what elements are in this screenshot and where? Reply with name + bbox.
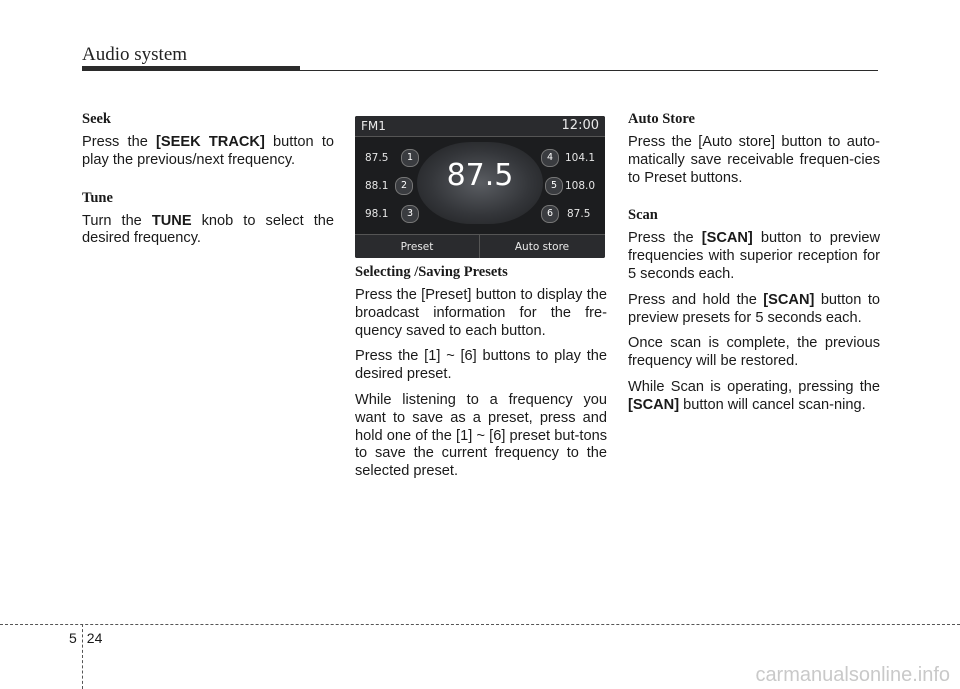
column-1 xyxy=(82,111,334,256)
preset-button: Preset xyxy=(355,235,480,258)
scan-paragraph-4 xyxy=(628,379,880,415)
page-header-title: Audio system xyxy=(82,44,188,65)
seek-text-pre: Press the xyxy=(82,134,157,150)
column-3 xyxy=(628,111,880,423)
scan-text-post: button to preview frequencies with superior reception for 5 seconds each. xyxy=(628,230,881,282)
footer-rule xyxy=(0,624,960,625)
watermark[interactable]: carmanualsonline.info xyxy=(755,664,950,686)
preset-row-1 xyxy=(355,148,605,170)
tune-text-pre: Turn the xyxy=(82,212,152,229)
section-title-presets: Selecting /Saving Presets xyxy=(355,264,508,280)
header-rule xyxy=(300,70,878,71)
scan-text-post: button to preview presets for 5 seconds each. xyxy=(628,291,881,326)
scan-key: [SCAN] xyxy=(763,291,815,308)
page-number-value: 24 xyxy=(86,630,103,646)
section-title-tune: Tune xyxy=(82,189,113,206)
preset-freq: 108.0 xyxy=(565,180,596,192)
chapter-number: 5 xyxy=(69,630,77,646)
radio-screen-image xyxy=(355,116,605,258)
preset-freq: 98.1 xyxy=(365,208,389,220)
preset-number: 5 xyxy=(545,177,563,195)
scan-paragraph-3: Once scan is complete, the previous frequency will be restored. xyxy=(628,335,880,370)
seek-key: [SEEK TRACK] xyxy=(156,134,265,150)
scan-paragraph-1 xyxy=(628,230,880,283)
preset-number: 4 xyxy=(541,149,559,167)
section-title-seek: Seek xyxy=(82,111,111,127)
screen-frequency: 87.5 xyxy=(446,158,514,193)
tune-key: TUNE xyxy=(151,212,192,229)
presets-paragraph-3: While listening to a frequency you want to save as a preset, press and hold one of the [1] ~ [6] preset but-tons to save the current frequency to the selected preset. xyxy=(355,391,607,480)
preset-freq: 87.5 xyxy=(365,152,389,164)
scan-text-pre: Press the xyxy=(628,230,702,247)
preset-number: 6 xyxy=(541,205,559,223)
tune-paragraph xyxy=(82,213,334,249)
presets-paragraph-2: Press the [1] ~ [6] buttons to play the desired preset. xyxy=(355,348,607,383)
preset-row-2 xyxy=(355,176,605,198)
preset-number: 3 xyxy=(401,205,419,223)
auto-store-paragraph: Press the [Auto store] button to auto-matically save receivable frequen-cies to Preset buttons. xyxy=(628,134,880,186)
seek-paragraph xyxy=(82,134,334,170)
scan-text-post: button will cancel scan-ning. xyxy=(679,396,866,413)
scan-text-pre: While Scan is operating, pressing the xyxy=(628,378,880,395)
scan-key: [SCAN] xyxy=(628,396,680,413)
scan-key: [SCAN] xyxy=(701,230,753,247)
page-number xyxy=(69,630,102,646)
scan-paragraph-2 xyxy=(628,292,880,328)
preset-number: 2 xyxy=(395,177,413,195)
screen-button-bar xyxy=(355,234,605,258)
section-title-scan: Scan xyxy=(628,207,658,224)
preset-row-3 xyxy=(355,204,605,226)
column-2 xyxy=(355,116,607,489)
screen-clock: 12:00 xyxy=(561,118,599,133)
header-bar xyxy=(82,66,300,71)
preset-number: 1 xyxy=(401,149,419,167)
preset-freq: 87.5 xyxy=(567,208,591,220)
auto-store-button: Auto store xyxy=(514,241,570,253)
section-title-auto-store: Auto Store xyxy=(628,111,695,127)
tune-text-post: knob to select the desired frequency. xyxy=(82,212,334,247)
presets-paragraph-1: Press the [Preset] button to display the broadcast information for the fre-quency saved to each button. xyxy=(355,287,607,339)
seek-text-post: button to play the previous/next frequency. xyxy=(82,134,335,168)
scan-text-pre: Press and hold the xyxy=(628,291,764,308)
preset-freq: 88.1 xyxy=(365,180,389,192)
preset-freq: 104.1 xyxy=(565,152,596,164)
screen-band-label: FM1 xyxy=(361,119,386,133)
